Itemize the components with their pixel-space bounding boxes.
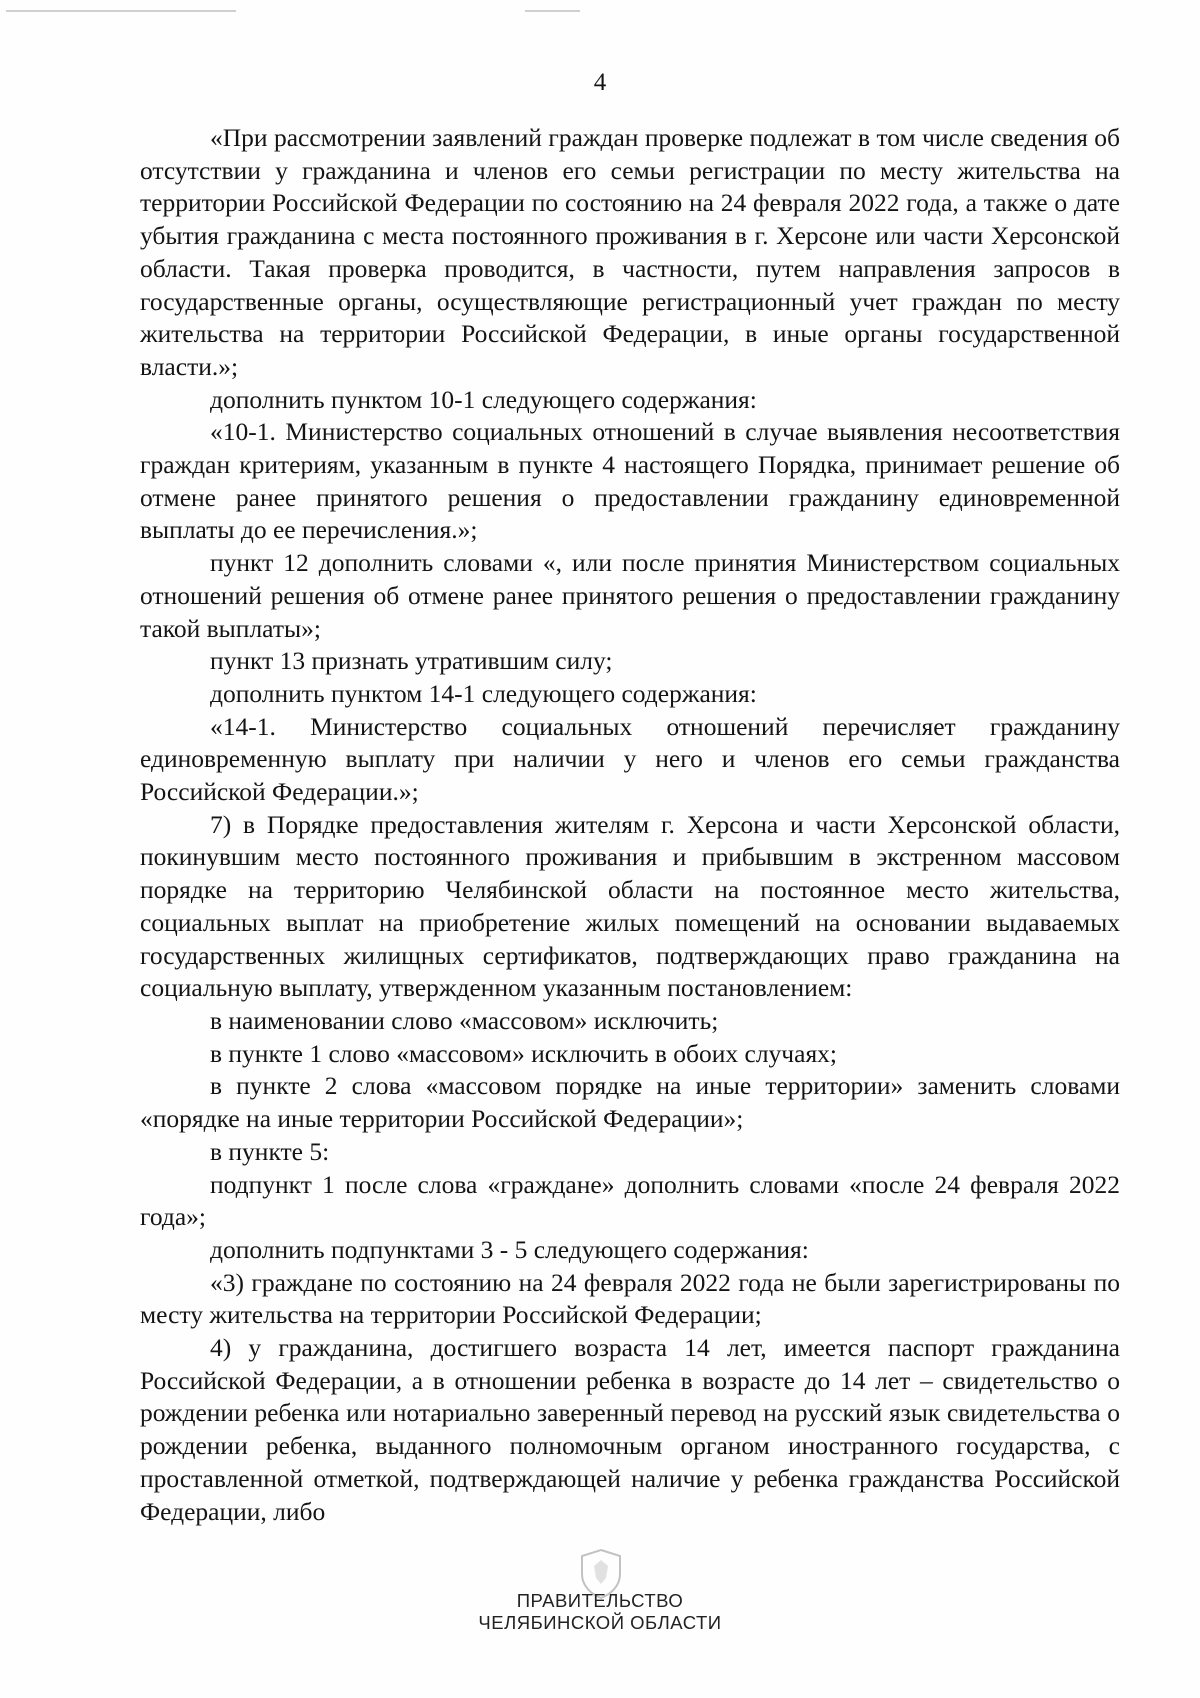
paragraph: «3) граждане по состоянию на 24 февраля 2022 года не были зарегистрированы по месту жительства на территории Российской Федерации; (140, 1267, 1120, 1330)
page-number: 4 (593, 69, 607, 96)
paragraph: дополнить подпунктами 3 - 5 следующего содержания: (210, 1234, 809, 1264)
paragraph: в наименовании слово «массовом» исключить; (210, 1005, 719, 1035)
issuer-footer (0, 1590, 1200, 1634)
paragraph: в пункте 5: (210, 1136, 330, 1166)
paragraph: «10-1. Министерство социальных отношений в случае выявления несоответствия граждан критериям, указанным в пункте 4 настоящего Порядка, принимает решение об отмене ранее принятого решения о предоставлении гражданину единовременной выплаты до ее перечисления.»; (140, 417, 1120, 545)
scan-artifact (525, 10, 580, 12)
issuer-org-line1: ПРАВИТЕЛЬСТВО (516, 1590, 684, 1611)
paragraph: дополнить пунктом 14-1 следующего содержания: (210, 678, 757, 708)
paragraph: в пункте 1 слово «массовом» исключить в обоих случаях; (210, 1038, 838, 1068)
paragraph: дополнить пунктом 10-1 следующего содержания: (210, 384, 757, 414)
document-body (140, 122, 1120, 1528)
paragraph: пункт 13 признать утратившим силу; (210, 646, 613, 676)
paragraph: подпункт 1 после слова «граждане» дополнить словами «после 24 февраля 2022 года»; (140, 1169, 1120, 1232)
paragraph: пункт 12 дополнить словами «, или после принятия Министерством социальных отношений решения об отмене ранее принятого решения о предоставлении гражданину такой выплаты»; (140, 548, 1120, 643)
paragraph: «14-1. Министерство социальных отношений перечисляет гражданину единовременную выплату при наличии у него и членов его семьи гражданства Российской Федерации.»; (140, 711, 1120, 807)
scan-artifact (6, 10, 236, 12)
paragraph: «При рассмотрении заявлений граждан проверке подлежат в том числе сведения об отсутствии у гражданина и членов его семьи регистрации по месту жительства на территории Российской Федерации по состоянию на 24 февраля 2022 года, а также о дате убытия гражданина с места постоянного проживания в г. Херсоне или части Херсонской области. Такая проверка проводится, в частности, путем направления запросов в государственные органы, осуществляющие регистрационный учет граждан по месту жительства на территории Российской Федерации, в иные органы государственной власти.»; (140, 123, 1120, 381)
issuer-org-line2: ЧЕЛЯБИНСКОЙ ОБЛАСТИ (478, 1612, 722, 1633)
paragraph: 7) в Порядке предоставления жителям г. Херсона и части Херсонской области, покинувшим место постоянного проживания и прибывшим в экстренном массовом порядке на территорию Челябинской области на постоянное место жительства, социальных выплат на приобретение жилых помещений на основании выдаваемых государственных жилищных сертификатов, подтверждающих право гражданина на социальную выплату, утвержденном указанным постановлением: (140, 809, 1120, 1003)
paragraph: в пункте 2 слова «массовом порядке на иные территории» заменить словами «порядке на иные территории Российской Федерации»; (140, 1071, 1120, 1134)
paragraph: 4) у гражданина, достигшего возраста 14 лет, имеется паспорт гражданина Российской Федерации, а в отношении ребенка в возрасте до 14 лет – свидетельство о рождении ребенка или нотариально заверенный перевод на русский язык свидетельства о рождении ребенка, выданного полномочным органом иностранного государства, с проставленной отметкой, подтверждающей наличие у ребенка гражданства Российской Федерации, либо (140, 1333, 1120, 1526)
